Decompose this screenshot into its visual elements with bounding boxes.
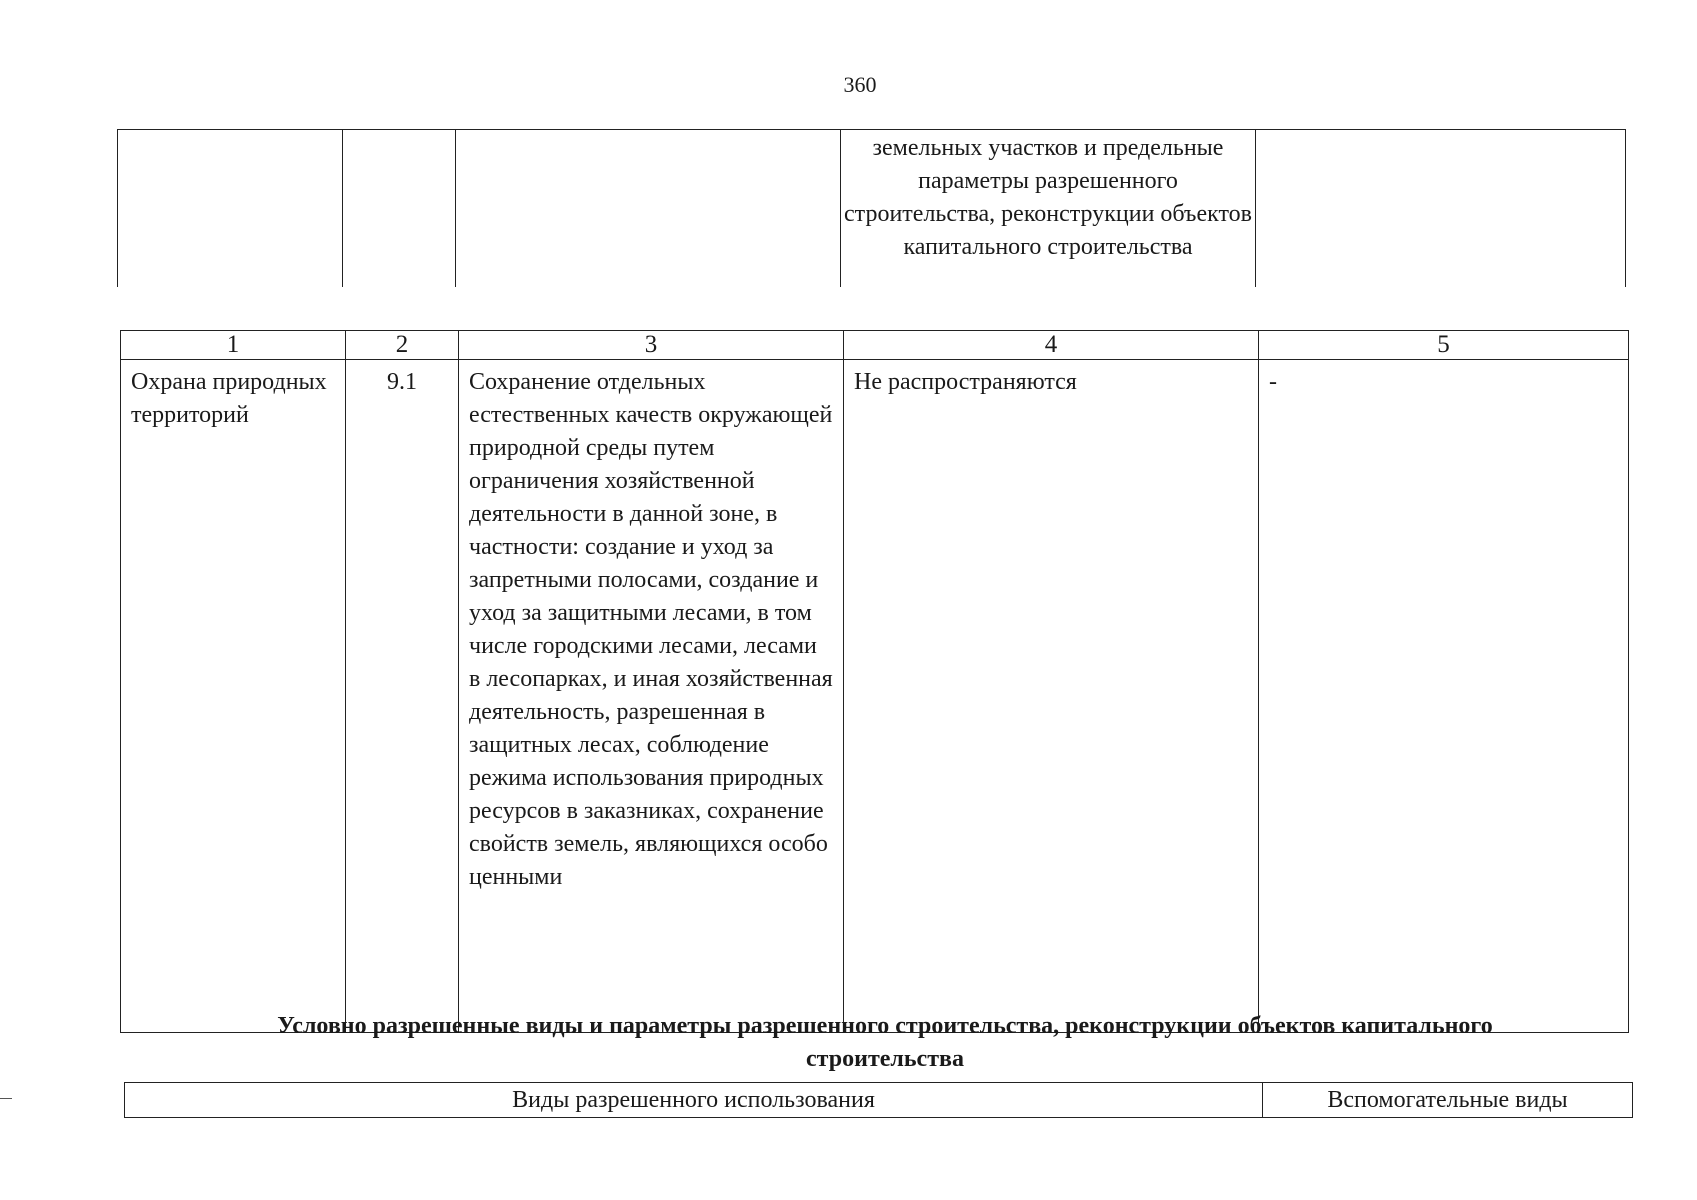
permitted-use-table: [120, 330, 1629, 1033]
table-row: [121, 360, 1629, 1033]
fragment-cell-parameters: земельных участков и предельные параметры разрешенного строительства, реконструкции объектов капитального строительства: [841, 130, 1256, 288]
fragment-cell-5: [1256, 130, 1626, 288]
use-type-code: 9.1: [346, 360, 459, 1033]
column-number-row: [121, 331, 1629, 360]
use-type-name: Охрана природных территорий: [121, 360, 346, 1033]
margin-mark: [0, 1098, 12, 1099]
header-auxiliary-types: Вспомогательные виды: [1263, 1083, 1633, 1118]
continuation-table-fragment: [117, 129, 1626, 287]
column-number: 5: [1259, 331, 1629, 360]
header-use-types: Виды разрешенного использования: [125, 1083, 1263, 1118]
column-number: 3: [459, 331, 844, 360]
fragment-cell-1: [118, 130, 343, 288]
conditional-use-table-header: [124, 1082, 1633, 1118]
use-type-auxiliary: -: [1259, 360, 1629, 1033]
use-type-parameters: Не распространяются: [844, 360, 1259, 1033]
column-number: 2: [346, 331, 459, 360]
fragment-cell-3: [456, 130, 841, 288]
use-type-description: Сохранение отдельных естественных качеств окружающей природной среды путем ограничения хозяйственной деятельности в данной зоне, в частности: создание и уход за запретными полосами, создание и уход за защитными лесами, в том числе городскими лесами, лесами в лесопарках, и иная хозяйственная деятельность, разрешенная в защитных лесах, соблюдение режима использования природных ресурсов в заказниках, сохранение свойств земель, являющихся особо ценными: [459, 360, 844, 1033]
column-number: 4: [844, 331, 1259, 360]
section-heading: Условно разрешенные виды и параметры разрешенного строительства, реконструкции объектов капитального строительства: [277, 1013, 1493, 1072]
column-number: 1: [121, 331, 346, 360]
page-number: 360: [843, 72, 877, 97]
fragment-cell-2: [343, 130, 456, 288]
